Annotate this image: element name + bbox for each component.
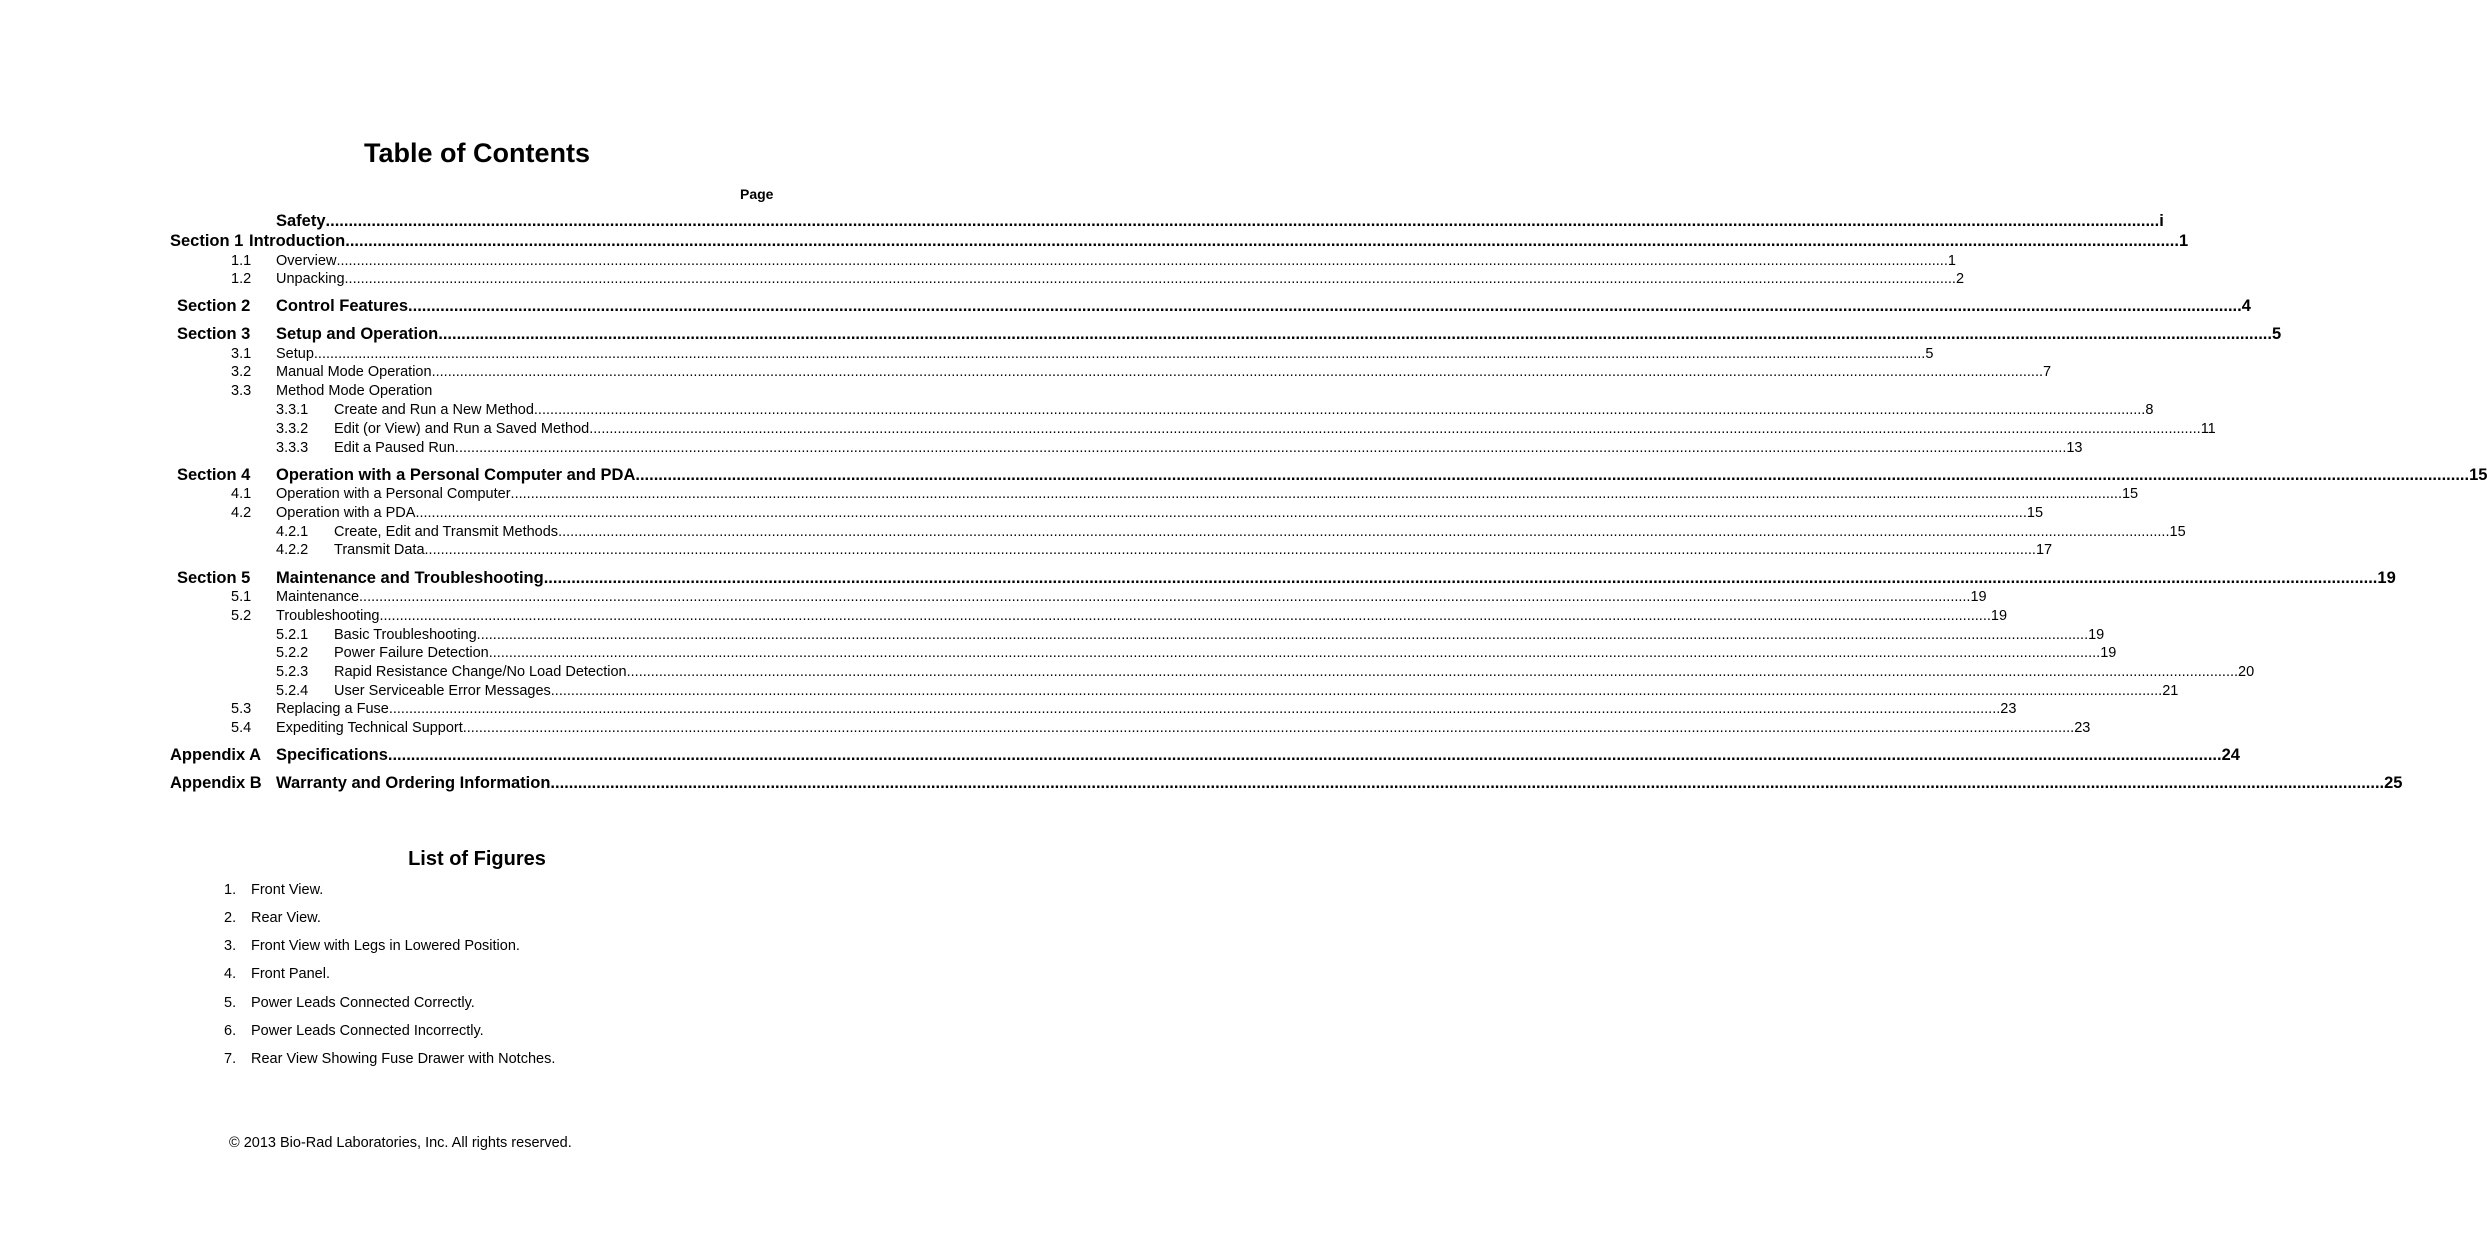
toc-entry-number: 3.3 [231,383,252,399]
toc-entry-page: 19 [1970,589,1987,605]
toc-entry[interactable] [0,664,2255,684]
toc-entry-page: 23 [2074,720,2091,736]
toc-entry-title: Setup and Operation [276,325,439,343]
toc-entry[interactable] [0,720,2091,740]
toc-entry-page: 2 [1955,271,1965,287]
toc-entry[interactable] [0,505,2044,525]
toc-entry[interactable] [0,421,2216,441]
figure-title: Front View. [251,882,324,898]
toc-entry-title: Transmit Data [334,542,425,558]
toc-entry[interactable] [0,346,1934,366]
figure-list-item[interactable] [0,1023,954,1043]
figure-number: 1. [224,882,237,898]
toc-entry-number: 3.1 [231,346,252,362]
toc-entry-number: Appendix A [170,746,262,764]
dot-leader: ................................................................................................................................................................................................................................................................................................................................................................................................................ [550,774,2385,792]
toc-entry[interactable] [0,364,2052,384]
toc-entry-page: 7 [2043,364,2052,380]
dot-leader: ................................................................................................................................................................................................................................................................................................................................................................................................................ [589,421,2201,437]
toc-entry[interactable] [0,683,2179,703]
toc-entry-page: 5 [2271,325,2282,343]
figure-title: Front Panel. [251,966,330,982]
figure-list-item[interactable] [0,938,954,958]
dot-leader: ................................................................................................................................................................................................................................................................................................................................................................................................................ [438,325,2272,343]
toc-entry[interactable] [0,271,1965,291]
toc-entry[interactable] [0,232,2189,252]
toc-entry-number: Appendix B [170,774,262,792]
dot-leader: ................................................................................................................................................................................................................................................................................................................................................................................................................ [558,524,2170,540]
toc-entry[interactable] [0,212,2164,232]
toc-entry[interactable] [0,569,2396,589]
dot-leader: ................................................................................................................................................................................................................................................................................................................................................................................................................ [533,402,2146,418]
dot-leader: ................................................................................................................................................................................................................................................................................................................................................................................................................ [344,271,1956,287]
dot-leader: ................................................................................................................................................................................................................................................................................................................................................................................................................ [415,505,2027,521]
toc-entry-number: 1.2 [231,271,252,287]
page-column-label: Page [740,186,774,202]
figure-number: 7. [224,1051,237,1067]
toc-entry-page: 17 [2035,542,2053,558]
figure-title: Power Leads Connected Correctly. [251,995,475,1011]
toc-entry-number: 5.3 [231,701,252,717]
toc-entry[interactable] [0,746,2240,766]
toc-entry[interactable] [0,627,2105,647]
toc-entry-title: Troubleshooting [276,608,380,624]
toc-entry-page: 11 [2200,421,2216,437]
toc-entry-title: Specifications [276,746,388,764]
dot-leader: ................................................................................................................................................................................................................................................................................................................................................................................................................ [462,720,2075,736]
figure-list-item[interactable] [0,966,954,986]
toc-entry-title: Safety [276,212,326,230]
toc-entry-number: Section 4 [177,466,251,484]
toc-entry-number: 4.2.1 [276,524,309,540]
dot-leader: ................................................................................................................................................................................................................................................................................................................................................................................................................ [387,746,2222,764]
toc-entry-title: Edit (or View) and Run a Saved Method [334,421,590,437]
figure-list-item[interactable] [0,882,954,902]
dot-leader: ................................................................................................................................................................................................................................................................................................................................................................................................................ [359,589,1971,605]
dot-leader: ................................................................................................................................................................................................................................................................................................................................................................................................................ [408,297,2242,315]
figure-title: Rear View. [251,910,321,926]
toc-entry[interactable] [0,440,2083,460]
toc-entry-number: 5.1 [231,589,252,605]
toc-entry[interactable] [0,645,2117,665]
toc-entry-title: Warranty and Ordering Information [276,774,551,792]
figure-list-item[interactable] [0,910,954,930]
dot-leader: ................................................................................................................................................................................................................................................................................................................................................................................................................ [476,627,2089,643]
toc-entry-title: Create and Run a New Method [334,402,534,418]
dot-leader: ................................................................................................................................................................................................................................................................................................................................................................................................................ [325,212,2160,230]
toc-entry-number: 5.2.3 [276,664,309,680]
toc-entry-number: 4.2 [231,505,252,521]
toc-entry[interactable] [0,774,2403,794]
figure-list-item[interactable] [0,1051,954,1071]
toc-entry[interactable] [0,524,2186,544]
figure-number: 3. [224,938,237,954]
dot-leader: ................................................................................................................................................................................................................................................................................................................................................................................................................ [635,466,2470,484]
toc-entry-number: 3.3.3 [276,440,309,456]
toc-entry[interactable] [0,253,1956,273]
toc-entry-number: 5.2.1 [276,627,309,643]
figure-list-item[interactable] [0,995,954,1015]
toc-entry-page: 4 [2241,297,2251,315]
dot-leader: ................................................................................................................................................................................................................................................................................................................................................................................................................ [313,346,1926,362]
toc-entry-number: 4.2.2 [276,542,309,558]
figure-number: 4. [224,966,237,982]
toc-entry-number: 5.2 [231,608,252,624]
toc-entry-number: Section 1 [170,232,244,250]
toc-entry-title: Operation with a Personal Computer and PDA [276,466,636,484]
toc-entry-page: i [2159,212,2164,230]
toc-entry-number: 5.4 [231,720,252,736]
figure-title: Power Leads Connected Incorrectly. [251,1023,484,1039]
dot-leader: ................................................................................................................................................................................................................................................................................................................................................................................................................ [488,645,2101,661]
toc-entry-title: Basic Troubleshooting [334,627,477,643]
page-title: Table of Contents [364,138,590,168]
dot-leader: ................................................................................................................................................................................................................................................................................................................................................................................................................ [431,364,2044,380]
copyright-notice: © 2013 Bio-Rad Laboratories, Inc. All rights reserved. [229,1135,572,1151]
figure-number: 5. [224,995,237,1011]
toc-entry-page: 1 [2178,232,2189,250]
toc-entry[interactable] [0,297,2251,317]
toc-entry[interactable] [0,701,2017,721]
toc-entry-title: Power Failure Detection [334,645,489,661]
toc-entry-page: 13 [2066,440,2083,456]
toc-entry-title: Method Mode Operation [276,383,433,399]
toc-entry[interactable] [0,542,2053,562]
toc-entry[interactable] [0,325,2282,345]
toc-entry-page: 15 [2169,524,2186,540]
toc-entry-number: Section 2 [177,297,251,315]
toc-entry-page: 19 [1990,608,2008,624]
toc-entry-page: 24 [2221,746,2240,764]
toc-entry[interactable] [0,608,2008,628]
toc-entry-title: Operation with a PDA [276,505,416,521]
toc-entry[interactable] [0,466,2487,486]
toc-entry-number: 1.1 [231,253,252,269]
toc-entry-title: Setup [276,346,314,362]
toc-entry-title: Maintenance [276,589,360,605]
toc-entry-number: Section 3 [177,325,251,343]
toc-entry-page: 20 [2238,664,2255,680]
toc-entry-page: 19 [2100,645,2117,661]
toc-entry[interactable] [0,402,2154,422]
toc-entry-page: 25 [2384,774,2403,792]
dot-leader: ................................................................................................................................................................................................................................................................................................................................................................................................................ [626,664,2239,680]
toc-entry-title: Control Features [276,297,409,315]
list-of-figures-title: List of Figures [408,848,546,870]
toc-entry-page: 15 [2121,486,2139,502]
toc-entry-number: 5.2.4 [276,683,309,699]
toc-entry-page: 5 [1925,346,1934,362]
toc-entry[interactable] [0,486,2139,506]
toc-entry-number: 3.3.2 [276,421,309,437]
toc-entry-page: 15 [2026,505,2044,521]
toc-entry-page: 19 [2088,627,2105,643]
toc-entry-number: Section 5 [177,569,251,587]
dot-leader: ................................................................................................................................................................................................................................................................................................................................................................................................................ [543,569,2378,587]
toc-entry-title: Expediting Technical Support [276,720,463,736]
toc-entry-title: Create, Edit and Transmit Methods [334,524,559,540]
dot-leader: ................................................................................................................................................................................................................................................................................................................................................................................................................ [379,608,1991,624]
toc-entry[interactable] [0,383,954,403]
toc-entry-title: Unpacking [276,271,345,287]
toc-entry-title: User Serviceable Error Messages [334,683,551,699]
toc-entry-page: 1 [1947,253,1956,269]
figure-number: 6. [224,1023,237,1039]
toc-entry-number: 3.2 [231,364,252,380]
toc-entry-title: Manual Mode Operation [276,364,432,380]
dot-leader: ................................................................................................................................................................................................................................................................................................................................................................................................................ [336,253,1948,269]
toc-entry-page: 21 [2162,683,2179,699]
toc-entry-number: 4.1 [231,486,252,502]
dot-leader: ................................................................................................................................................................................................................................................................................................................................................................................................................ [424,542,2036,558]
toc-entry-number: 5.2.2 [276,645,309,661]
toc-entry-page: 15 [2469,466,2487,484]
toc-entry-page: 23 [2000,701,2017,717]
toc-entry[interactable] [0,589,1987,609]
toc-entry-title: Introduction [249,232,346,250]
toc-entry-title: Replacing a Fuse [276,701,389,717]
toc-entry-title: Operation with a Personal Computer [276,486,511,502]
figure-title: Front View with Legs in Lowered Position. [251,938,520,954]
dot-leader: ................................................................................................................................................................................................................................................................................................................................................................................................................ [510,486,2122,502]
dot-leader: ................................................................................................................................................................................................................................................................................................................................................................................................................ [550,683,2163,699]
toc-entry-page: 19 [2377,569,2396,587]
figure-number: 2. [224,910,237,926]
dot-leader: ................................................................................................................................................................................................................................................................................................................................................................................................................ [454,440,2067,456]
dot-leader: ................................................................................................................................................................................................................................................................................................................................................................................................................ [345,232,2179,250]
toc-entry-title: Overview [276,253,337,269]
dot-leader: ................................................................................................................................................................................................................................................................................................................................................................................................................ [388,701,2001,717]
toc-entry-page: 8 [2145,402,2154,418]
toc-entry-title: Rapid Resistance Change/No Load Detection [334,664,627,680]
figure-title: Rear View Showing Fuse Drawer with Notches. [251,1051,556,1067]
toc-entry-title: Maintenance and Troubleshooting [276,569,544,587]
toc-entry-title: Edit a Paused Run [334,440,455,456]
toc-entry-number: 3.3.1 [276,402,309,418]
